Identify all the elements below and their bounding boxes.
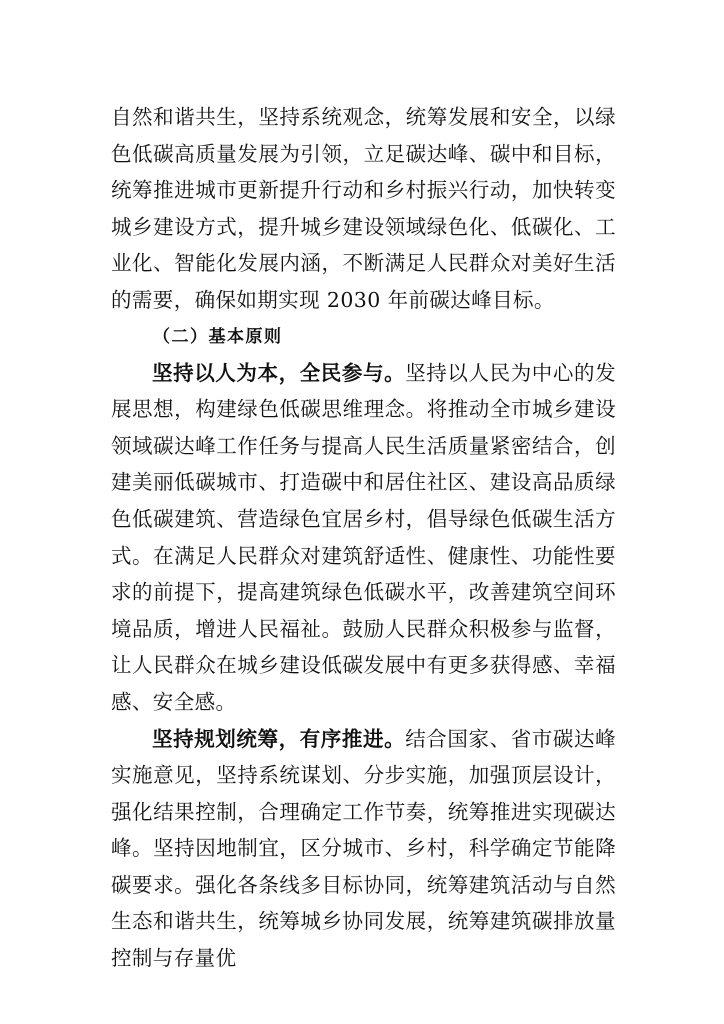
intro-paragraph: 自然和谐共生，坚持系统观念，统筹发展和安全，以绿色低碳高质量发展为引领，立足碳达峰、碳中和目标，统筹推进城市更新提升行动和乡村振兴行动，加快转变城乡建设方式，提升城乡建设领域绿色化、低碳化、工业化、智能化发展内涵，不断满足人民群众对美好生活的需要，确保如期实现 2030 年前碳达峰目标。 <box>111 105 616 312</box>
principle-lead-1: 坚持以人为本，全民参与。 <box>152 360 406 385</box>
principle-lead-2: 坚持规划统筹，有序推进。 <box>152 726 406 751</box>
principle-body-2: 结合国家、省市碳达峰实施意见，坚持系统谋划、分步实施，加强顶层设计，强化结果控制，合理确定工作节奏，统筹推进实现碳达峰。坚持因地制宜，区分城市、乡村，科学确定节能降碳要求。强化各条线多目标协同，统筹建筑活动与自然生态和谐共生，统筹城乡协同发展，统筹建筑碳排放量控制与存量优 <box>111 726 616 971</box>
principle-paragraph-1 <box>111 355 616 721</box>
section-heading: （二）基本原则 <box>153 326 283 347</box>
principle-paragraph-2 <box>111 721 616 977</box>
principle-body-1: 坚持以人民为中心的发展思想，构建绿色低碳思维理念。将推动全市城乡建设领域碳达峰工作任务与提高人民生活质量紧密结合，创建美丽低碳城市、打造碳中和居住社区、建设高品质绿色低碳建筑、营造绿色宜居乡村，倡导绿色低碳生活方式。在满足人民群众对建筑舒适性、健康性、功能性要求的前提下，提高建筑绿色低碳水平，改善建筑空间环境品质，增进人民福祉。鼓励人民群众积极参与监督，让人民群众在城乡建设低碳发展中有更多获得感、幸福感、安全感。 <box>111 360 616 714</box>
